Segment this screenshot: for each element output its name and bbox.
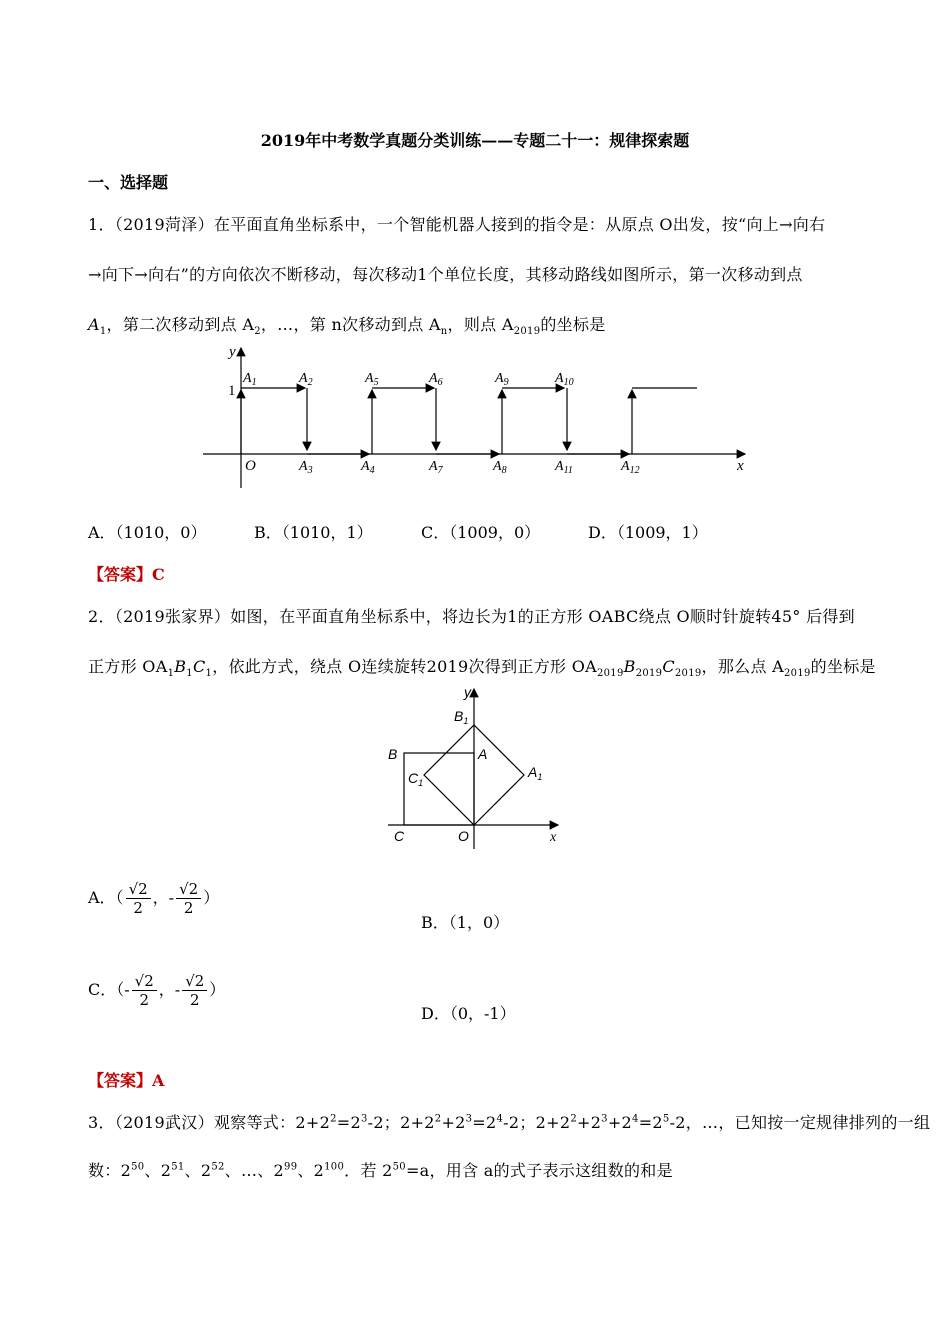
- q1-line3: $A_1$，第二次移动到点 $A_2$，…，第 n次移动到点 $A_n$，则点 $A_{2019}$的坐标是: [88, 315, 606, 338]
- q2-line1: 2．（2019张家界）如图，在平面直角坐标系中，将边长为1的正方形 OABC绕点 O顺时针旋转45° 后得到: [88, 607, 855, 626]
- q1-option-c[interactable]: C．（1009，0）: [421, 523, 541, 542]
- x-label: x: [737, 458, 744, 474]
- x-label: x: [550, 830, 557, 845]
- label-A5: $A_5$: [365, 371, 379, 388]
- q1-answer: 【答案】C: [88, 565, 165, 584]
- label-A12: $A_{12}$: [621, 459, 640, 476]
- label-A8: $A_8$: [493, 459, 507, 476]
- page-title: 2019年中考数学真题分类训练——专题二十一：规律探索题: [260, 131, 690, 150]
- q2-answer: 【答案】A: [88, 1071, 165, 1090]
- label-A2: $A_2$: [299, 371, 313, 388]
- label-A11: $A_{11}$: [555, 459, 573, 476]
- label-a1: $A_1$: [528, 764, 543, 782]
- label-A9: $A_9$: [495, 371, 509, 388]
- q3-line2: 数：$2^{50}$、$2^{51}$、$2^{52}$、…、$2^{99}$、$2^{100}$．若 $2^{50}=a$，用含 a的式子表示这组数的和是: [88, 1161, 673, 1180]
- label-A7: $A_7$: [429, 459, 443, 476]
- q1-line2: →向下→向右”的方向依次不断移动，每次移动1个单位长度，其移动路线如图所示，第一次移动到点: [88, 265, 803, 284]
- q1-option-b[interactable]: B．（1010，1）: [254, 523, 373, 542]
- label-c: C: [394, 828, 405, 844]
- label-A3: $A_3$: [299, 459, 313, 476]
- q1-option-d[interactable]: D．（1009，1）: [588, 523, 708, 542]
- label-b1: $B_1$: [454, 708, 469, 726]
- origin-label: O: [458, 828, 469, 844]
- q2-figure: [380, 683, 570, 853]
- y-label: y: [464, 684, 471, 700]
- q2-line2: 正方形 $OA_1B_1C_1$，依此方式，绕点 O连续旋转2019次得到正方形 $OA_{2019}B_{2019}C_{2019}$，那么点 $A_{2019}$的坐标是: [88, 657, 876, 680]
- label-a: A: [478, 746, 488, 762]
- q2-option-b[interactable]: B．（1，0）: [421, 913, 510, 932]
- q1-figure: [195, 340, 755, 490]
- one-label: 1: [228, 383, 236, 399]
- label-A10: $A_{10}$: [555, 371, 574, 388]
- q1-option-a[interactable]: A．（1010，0）: [88, 523, 207, 542]
- q2-option-c[interactable]: C．（- $\frac{√2}{2}$ ，- $\frac{√2}{2}$ ）: [88, 972, 226, 1009]
- label-A6: $A_6$: [429, 371, 443, 388]
- y-label: y: [229, 344, 236, 360]
- label-A1: $A_1$: [243, 371, 257, 388]
- origin-label: O: [245, 458, 256, 474]
- label-b: B: [388, 746, 398, 762]
- q2-option-d[interactable]: D．（0，-1）: [421, 1004, 516, 1023]
- robot-path: [241, 388, 697, 454]
- q3-line1: 3．（2019武汉）观察等式：$2+2^2=2^3-2$；$2+2^2+2^3=2^4-2$；$2+2^2+2^3+2^4=2^5-2$，…，已知按一定规律排列的一组: [88, 1113, 931, 1132]
- q1-line1: 1．（2019菏泽）在平面直角坐标系中，一个智能机器人接到的指令是：从原点 O出发，按“向上→向右: [88, 215, 826, 234]
- q2-option-a[interactable]: A．（ $\frac{√2}{2}$ ，- $\frac{√2}{2}$ ）: [88, 880, 220, 917]
- label-A4: $A_4$: [361, 459, 375, 476]
- section-heading: 一、选择题: [88, 173, 169, 192]
- label-c1: $C_1$: [408, 770, 424, 788]
